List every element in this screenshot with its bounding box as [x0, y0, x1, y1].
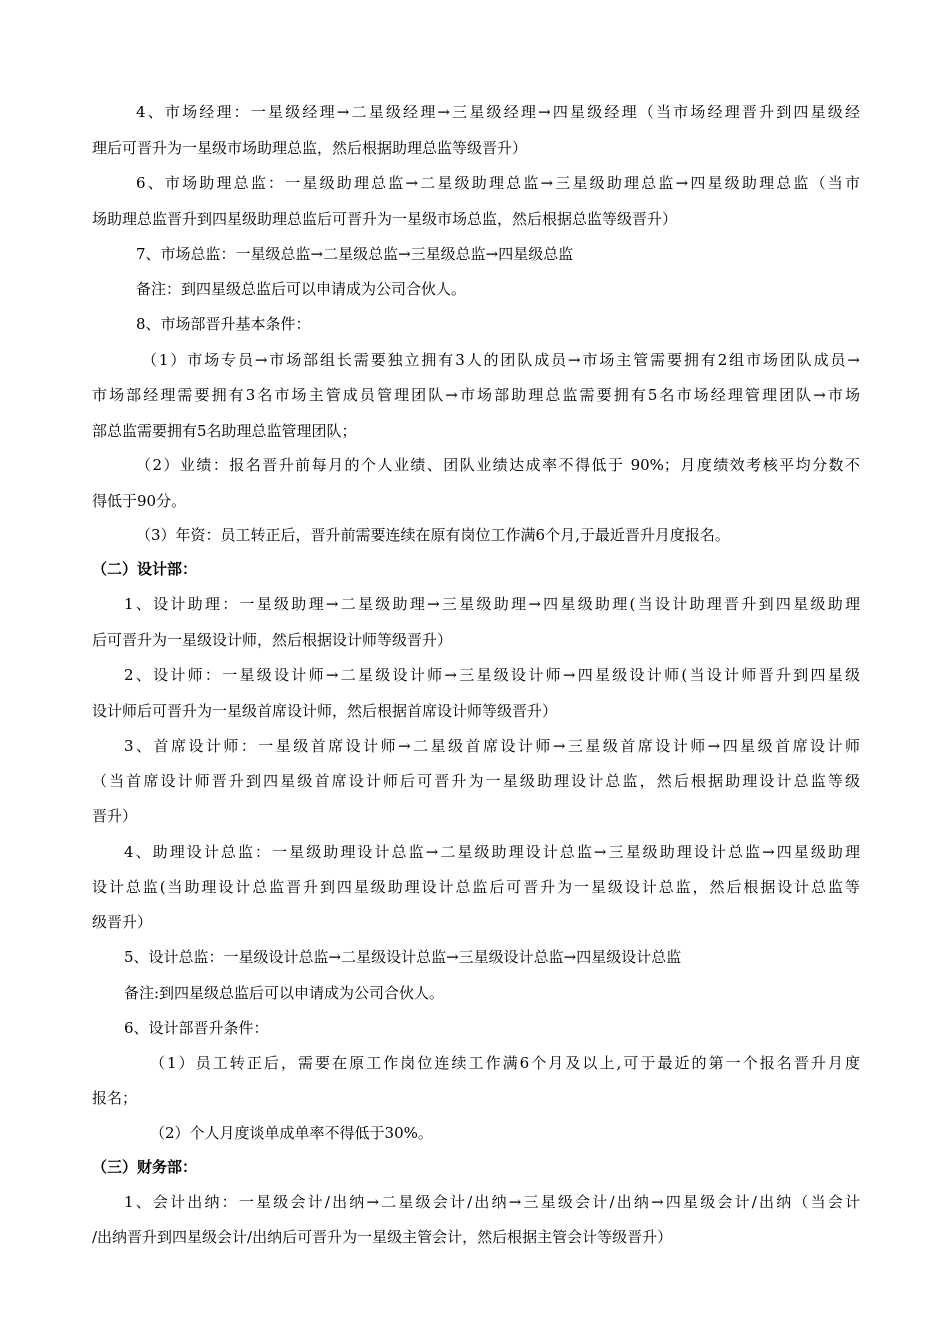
paragraph-line: 8、市场部晋升基本条件： — [136, 315, 311, 333]
paragraph-line: 2、设计师：一星级设计师→二星级设计师→三星级设计师→四星级设计师(当设计师晋升到四星级 — [124, 666, 860, 684]
paragraph-line: 1、设计助理：一星级助理→二星级助理→三星级助理→四星级助理(当设计助理晋升到四星级助理 — [124, 595, 860, 613]
paragraph-line: 设计师后可晋升为一星级首席设计师，然后根据首席设计师等级晋升） — [92, 702, 558, 720]
paragraph-line: （2）个人月度谈单成单率不得低于30%。 — [150, 1124, 433, 1142]
paragraph-line: 场助理总监晋升到四星级助理总监后可晋升为一星级市场总监，然后根据总监等级晋升） — [92, 210, 678, 228]
paragraph-line: 7、市场总监：一星级总监→二星级总监→三星级总监→四星级总监 — [136, 245, 574, 263]
paragraph-line: 3、首席设计师：一星级首席设计师→二星级首席设计师→三星级首席设计师→四星级首席设计师 — [124, 737, 860, 755]
paragraph-line: /出纳晋升到四星级会计/出纳后可晋升为一星级主管会计，然后根据主管会计等级晋升） — [92, 1228, 673, 1246]
paragraph-line: 部总监需要拥有5名助理总监管理团队； — [92, 422, 357, 440]
paragraph-line: 4、助理设计总监：一星级助理设计总监→二星级助理设计总监→三星级助理设计总监→四星级助理 — [124, 843, 860, 861]
paragraph-line: 4、市场经理：一星级经理→二星级经理→三星级经理→四星级经理（当市场经理晋升到四星级经 — [136, 103, 860, 121]
paragraph-line: （1）员工转正后，需要在原工作岗位连续工作满6个月及以上,可于最近的第一个报名晋升月度 — [150, 1054, 860, 1072]
section-heading: （三）财务部： — [92, 1158, 198, 1176]
paragraph-line: （1）市场专员→市场部组长需要独立拥有3人的团队成员→市场主管需要拥有2组市场团队成员→ — [142, 351, 860, 369]
paragraph-line: 1、会计出纳：一星级会计/出纳→二星级会计/出纳→三星级会计/出纳→四星级会计/出纳（当会计 — [124, 1193, 860, 1211]
paragraph-line: （3）年资：员工转正后，晋升前需要连续在原有岗位工作满6个月,于最近晋升月度报名。 — [136, 526, 730, 544]
paragraph-line: （2）业绩：报名晋升前每月的个人业绩、团队业绩达成率不得低于 90%；月度绩效考核平均分数不 — [136, 456, 860, 474]
paragraph-line: 5、设计总监：一星级设计总监→二星级设计总监→三星级设计总监→四星级设计总监 — [124, 948, 682, 966]
paragraph-line: 设计总监(当助理设计总监晋升到四星级助理设计总监后可晋升为一星级设计总监，然后根据设计总监等 — [92, 878, 860, 896]
paragraph-line: 报名； — [92, 1089, 138, 1107]
paragraph-line: 理后可晋升为一星级市场助理总监，然后根据助理总监等级晋升） — [92, 139, 528, 157]
section-heading: （二）设计部： — [92, 560, 198, 578]
paragraph-line: 6、市场助理总监：一星级助理总监→二星级助理总监→三星级助理总监→四星级助理总监（当市 — [136, 174, 860, 192]
paragraph-line: 6、设计部晋升条件： — [124, 1019, 269, 1037]
paragraph-line: 级晋升） — [92, 913, 153, 931]
remark-line: 备注:到四星级总监后可以申请成为公司合伙人。 — [124, 984, 445, 1002]
remark-line: 备注：到四星级总监后可以申请成为公司合伙人。 — [136, 280, 467, 298]
paragraph-line: 晋升） — [92, 807, 138, 825]
paragraph-line: 市场部经理需要拥有3名市场主管成员管理团队→市场部助理总监需要拥有5名市场经理管理团队→市场 — [92, 386, 860, 404]
paragraph-line: 得低于90分。 — [92, 492, 187, 510]
paragraph-line: （当首席设计师晋升到四星级首席设计师后可晋升为一星级助理设计总监，然后根据助理设计总监等级 — [92, 772, 860, 790]
paragraph-line: 后可晋升为一星级设计师，然后根据设计师等级晋升） — [92, 631, 453, 649]
